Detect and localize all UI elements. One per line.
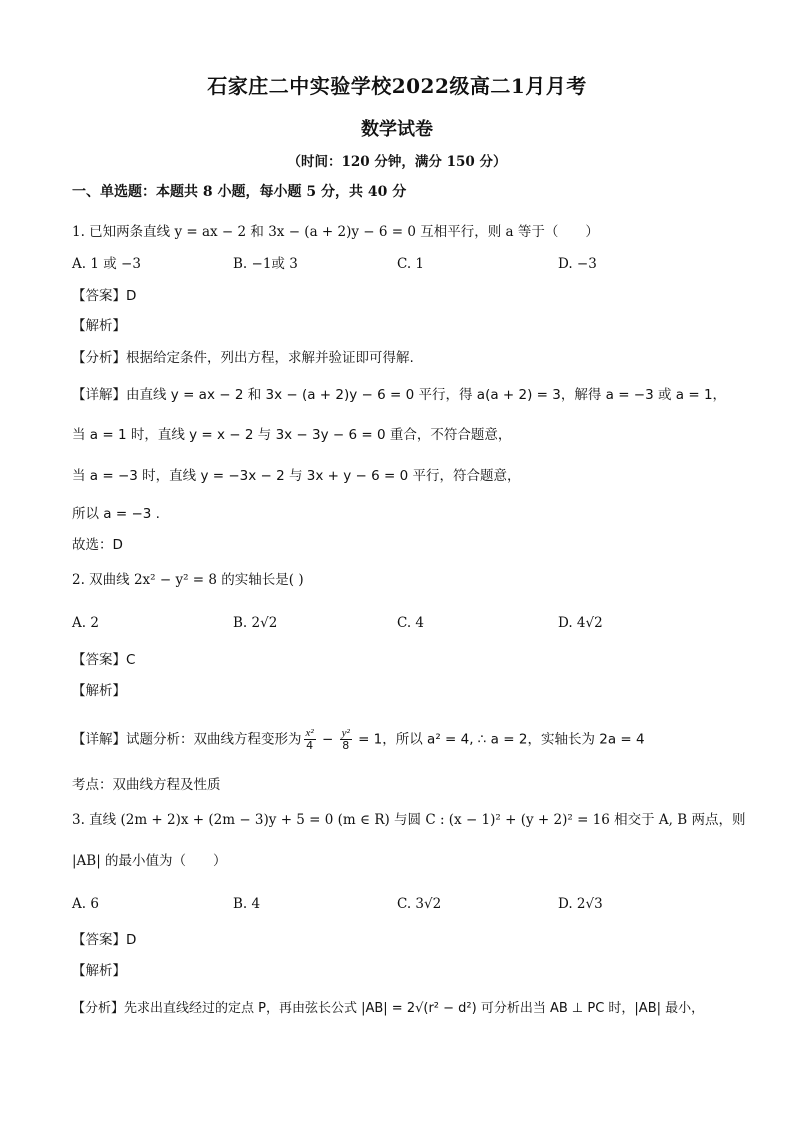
- q3-analysis: 【分析】先求出直线经过的定点 P，再由弦长公式 |AB| = 2√(r² − d²) 可分析出当 AB ⊥ PC 时，|AB| 最小，: [72, 1001, 705, 1016]
- q3-option-a: A. 6: [72, 896, 99, 912]
- q1-jiexi-label: 【解析】: [72, 318, 126, 334]
- q2-kaodian: 考点：双曲线方程及性质: [72, 777, 221, 793]
- q2-frac1-num: x²: [305, 727, 314, 739]
- q2-stem: 2. 双曲线 2x² − y² = 8 的实轴长是( ): [72, 572, 304, 588]
- q1-detail-1: 【详解】由直线 y = ax − 2 和 3x − (a + 2)y − 6 = 0 平行，得 a(a + 2) = 3，解得 a = −3 或 a = 1，: [72, 387, 727, 403]
- q1-option-b: B. −1或 3: [233, 256, 298, 272]
- q1-detail-3: 当 a = −3 时，直线 y = −3x − 2 与 3x + y − 6 = 0 平行，符合题意，: [72, 468, 521, 484]
- q2-option-c: C. 4: [397, 615, 425, 631]
- q1-option-d: D. −3: [558, 256, 597, 272]
- q1-detail-4: 所以 a = −3 .: [72, 506, 160, 522]
- q2-frac-minus: −: [317, 731, 338, 748]
- q3-answer: 【答案】D: [72, 932, 137, 948]
- page-subtitle: 数学试卷: [361, 119, 433, 140]
- q3-stem-line2: |AB| 的最小值为（ ）: [72, 853, 227, 869]
- section-heading: 一、单选题：本题共 8 小题，每小题 5 分，共 40 分: [72, 184, 407, 200]
- q2-fraction-x: [304, 727, 316, 752]
- page-title: 石家庄二中实验学校2022级高二1月月考: [207, 74, 587, 98]
- q3-jiexi-label: 【解析】: [72, 963, 126, 979]
- q1-detail-5: 故选：D: [72, 537, 123, 553]
- q2-detail: [72, 727, 645, 752]
- q3-option-b: B. 4: [233, 896, 261, 912]
- q2-option-d: D. 4√2: [558, 615, 603, 631]
- q1-detail-2: 当 a = 1 时，直线 y = x − 2 与 3x − 3y − 6 = 0 重合，不符合题意，: [72, 427, 512, 443]
- q3-option-c: C. 3√2: [397, 896, 442, 912]
- q2-answer: 【答案】C: [72, 652, 136, 668]
- q1-option-c: C. 1: [397, 256, 425, 272]
- q3-option-d: D. 2√3: [558, 896, 603, 912]
- q2-jiexi-label: 【解析】: [72, 683, 126, 699]
- q1-option-a: A. 1 或 −3: [72, 256, 141, 272]
- q2-fraction-y: [340, 727, 352, 752]
- q1-answer: 【答案】D: [72, 288, 137, 304]
- q3-stem-line1: 3. 直线 (2m + 2)x + (2m − 3)y + 5 = 0 (m ∈ R) 与圆 C : (x − 1)² + (y + 2)² = 16 相交于 A, B 两点，则: [72, 812, 746, 828]
- q2-frac1-den: 4: [306, 739, 314, 752]
- time-info: （时间：120 分钟，满分 150 分）: [287, 154, 507, 170]
- q2-detail-prefix: 【详解】试题分析：双曲线方程变形为: [72, 731, 302, 748]
- q2-option-b: B. 2√2: [233, 615, 278, 631]
- q2-frac2-num: y²: [341, 727, 350, 739]
- q1-analysis: 【分析】根据给定条件，列出方程，求解并验证即可得解.: [72, 350, 414, 366]
- q1-stem: 1. 已知两条直线 y = ax − 2 和 3x − (a + 2)y − 6 = 0 互相平行，则 a 等于（ ）: [72, 224, 599, 240]
- q2-detail-suffix: = 1，所以 a² = 4, ∴ a = 2，实轴长为 2a = 4: [353, 731, 645, 748]
- q2-frac2-den: 8: [342, 739, 350, 752]
- q2-option-a: A. 2: [72, 615, 99, 631]
